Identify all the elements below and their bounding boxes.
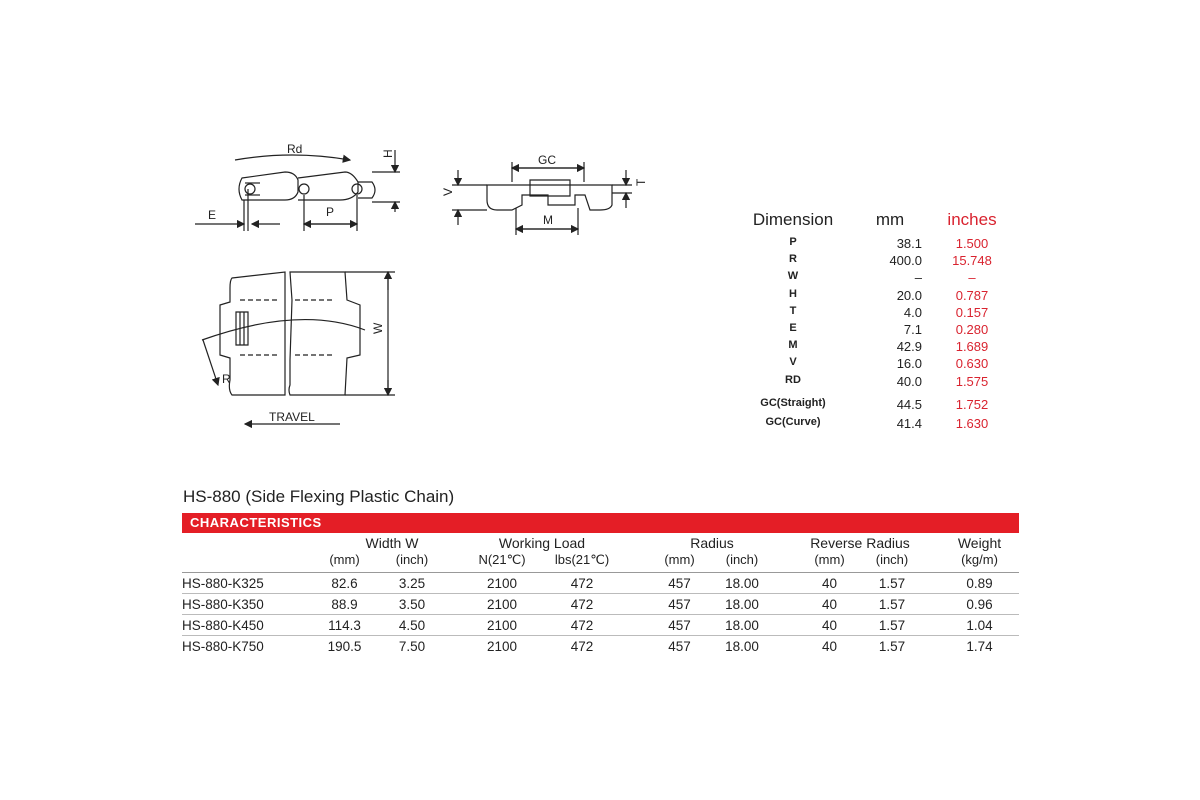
- table-row: [182, 594, 1019, 615]
- cell-radius-inch: 18.00: [725, 639, 759, 654]
- cell-load-n: 2100: [486, 597, 518, 612]
- label-m: M: [543, 213, 553, 227]
- dim-mm: 41.4: [896, 415, 922, 431]
- dim-inches: 0.630: [955, 356, 989, 372]
- dim-name: H: [789, 287, 797, 300]
- table-row: [182, 636, 1019, 656]
- label-t: T: [634, 178, 648, 186]
- header-inches: inches: [947, 210, 997, 229]
- subheader-rev-inch: (inch): [875, 552, 909, 567]
- cell-radius-inch: 18.00: [725, 618, 759, 633]
- subheader-rev-mm: (mm): [814, 552, 845, 567]
- top-view-drawing: [202, 272, 395, 424]
- cell-model: HS-880-K450: [182, 618, 264, 633]
- label-r: R: [222, 372, 231, 386]
- cell-model: HS-880-K325: [182, 576, 264, 591]
- header-reverse-radius: Reverse Radius: [810, 535, 910, 551]
- cell-radius-mm: 457: [668, 576, 691, 591]
- cell-radius-inch: 18.00: [725, 597, 759, 612]
- cell-radius-mm: 457: [668, 639, 691, 654]
- dim-inches: 0.157: [955, 304, 989, 320]
- cell-weight: 1.04: [966, 618, 993, 633]
- cross-section-drawing: [452, 162, 632, 235]
- characteristics-table: [182, 535, 1019, 656]
- dim-inches: –: [968, 270, 976, 286]
- cell-load-n: 2100: [486, 618, 518, 633]
- cell-load-n: 2100: [486, 576, 518, 591]
- cell-model: HS-880-K350: [182, 597, 264, 612]
- dim-name: R: [789, 253, 797, 266]
- characteristics-banner: [182, 513, 1019, 533]
- dim-inches: 1.752: [955, 396, 989, 412]
- cell-radius-mm: 457: [668, 597, 691, 612]
- subheader-radius-mm: (mm): [664, 552, 695, 567]
- dimension-row-rd: [740, 374, 1020, 397]
- subheader-radius-inch: (inch): [725, 552, 759, 567]
- dim-mm: 40.0: [896, 373, 922, 389]
- table-sub-header: [182, 552, 1019, 573]
- dimension-row-m: [740, 339, 1020, 356]
- dim-inches: 1.689: [955, 339, 989, 355]
- table-row: [182, 615, 1019, 636]
- table-group-header: [182, 535, 1019, 552]
- cell-rev-inch: 1.57: [878, 597, 906, 612]
- subheader-width-inch: (inch): [395, 552, 429, 567]
- side-view-drawing: [195, 150, 400, 231]
- cell-rev-inch: 1.57: [878, 576, 906, 591]
- cell-rev-mm: 40: [821, 576, 838, 591]
- product-title: HS-880 (Side Flexing Plastic Chain): [183, 487, 455, 506]
- dimension-row-w: [740, 270, 1020, 287]
- dim-inches: 0.787: [955, 287, 989, 303]
- header-weight: Weight: [957, 535, 1002, 551]
- cell-width-mm: 88.9: [331, 597, 358, 612]
- characteristics-label: CHARACTERISTICS: [190, 515, 322, 530]
- cell-rev-mm: 40: [821, 597, 838, 612]
- cell-width-mm: 82.6: [331, 576, 358, 591]
- dim-mm: 44.5: [896, 396, 922, 412]
- cell-weight: 0.89: [966, 576, 993, 591]
- subheader-width-mm: (mm): [329, 552, 360, 567]
- cell-load-n: 2100: [486, 639, 518, 654]
- dim-name: W: [787, 270, 799, 283]
- cell-load-lbs: 472: [570, 597, 594, 612]
- label-w: W: [371, 322, 385, 334]
- cell-load-lbs: 472: [570, 639, 594, 654]
- cell-weight: 1.74: [966, 639, 993, 654]
- dim-mm: 20.0: [896, 287, 922, 303]
- dim-name: V: [789, 356, 797, 369]
- subheader-weight-unit: (kg/m): [961, 552, 998, 567]
- dimension-table: [740, 210, 1020, 433]
- dim-mm: 400.0: [889, 253, 922, 269]
- dim-name: P: [789, 236, 797, 248]
- dim-inches: 1.575: [955, 373, 989, 389]
- cell-weight: 0.96: [966, 597, 993, 612]
- dim-name: RD: [785, 373, 801, 386]
- dimension-row-t: [740, 305, 1020, 322]
- dim-mm: 38.1: [896, 236, 922, 251]
- dim-mm: –: [914, 270, 922, 286]
- cell-width-mm: 114.3: [328, 618, 361, 633]
- dim-inches: 0.280: [955, 321, 989, 337]
- cell-width-mm: 190.5: [327, 639, 362, 654]
- cell-radius-inch: 18.00: [725, 576, 759, 591]
- table-row: [182, 573, 1019, 594]
- dim-name: GC(Straight): [760, 396, 826, 409]
- dim-name: E: [789, 321, 797, 334]
- label-travel: TRAVEL: [269, 410, 315, 424]
- cell-width-inch: 3.50: [398, 597, 426, 612]
- label-h: H: [381, 149, 395, 158]
- cell-rev-inch: 1.57: [878, 618, 906, 633]
- subheader-load-lbs: lbs(21℃): [554, 552, 610, 567]
- cell-model: HS-880-K750: [182, 639, 264, 654]
- dimension-row-r: [740, 253, 1020, 270]
- dimension-row-gc-straight: [740, 397, 1020, 416]
- cell-load-lbs: 472: [570, 618, 594, 633]
- dim-name: M: [788, 339, 798, 352]
- header-working-load: Working Load: [498, 535, 586, 551]
- dim-mm: 4.0: [903, 304, 922, 320]
- dimension-row-p: [740, 236, 1020, 253]
- label-v: V: [441, 187, 455, 196]
- dim-name: T: [789, 304, 797, 317]
- dim-mm: 16.0: [896, 356, 922, 372]
- dim-inches: 15.748: [952, 253, 992, 269]
- dimension-table-header: [740, 210, 1020, 236]
- dim-inches: 1.630: [955, 415, 989, 431]
- label-gc: GC: [538, 153, 556, 167]
- header-dimension: Dimension: [752, 210, 834, 229]
- dim-mm: 7.1: [903, 321, 922, 337]
- label-rd: Rd: [287, 142, 303, 156]
- dim-name: GC(Curve): [765, 415, 821, 428]
- dimension-row-h: [740, 288, 1020, 305]
- cell-rev-mm: 40: [821, 618, 838, 633]
- dimension-row-gc-curve: [740, 416, 1020, 433]
- dimension-row-e: [740, 322, 1020, 339]
- header-radius: Radius: [690, 535, 734, 551]
- header-mm: mm: [875, 210, 905, 229]
- subheader-load-n: N(21℃): [478, 552, 526, 567]
- label-e: E: [208, 208, 217, 222]
- cell-radius-mm: 457: [668, 618, 691, 633]
- cell-width-inch: 7.50: [398, 639, 426, 654]
- label-p: P: [326, 205, 335, 219]
- header-width: Width W: [365, 535, 419, 551]
- cell-width-inch: 4.50: [398, 618, 426, 633]
- dim-mm: 42.9: [896, 339, 922, 355]
- cell-rev-inch: 1.57: [878, 639, 906, 654]
- cell-width-inch: 3.25: [398, 576, 426, 591]
- dim-inches: 1.500: [955, 236, 989, 251]
- cell-rev-mm: 40: [821, 639, 838, 654]
- dimension-row-v: [740, 356, 1020, 373]
- cell-load-lbs: 472: [570, 576, 594, 591]
